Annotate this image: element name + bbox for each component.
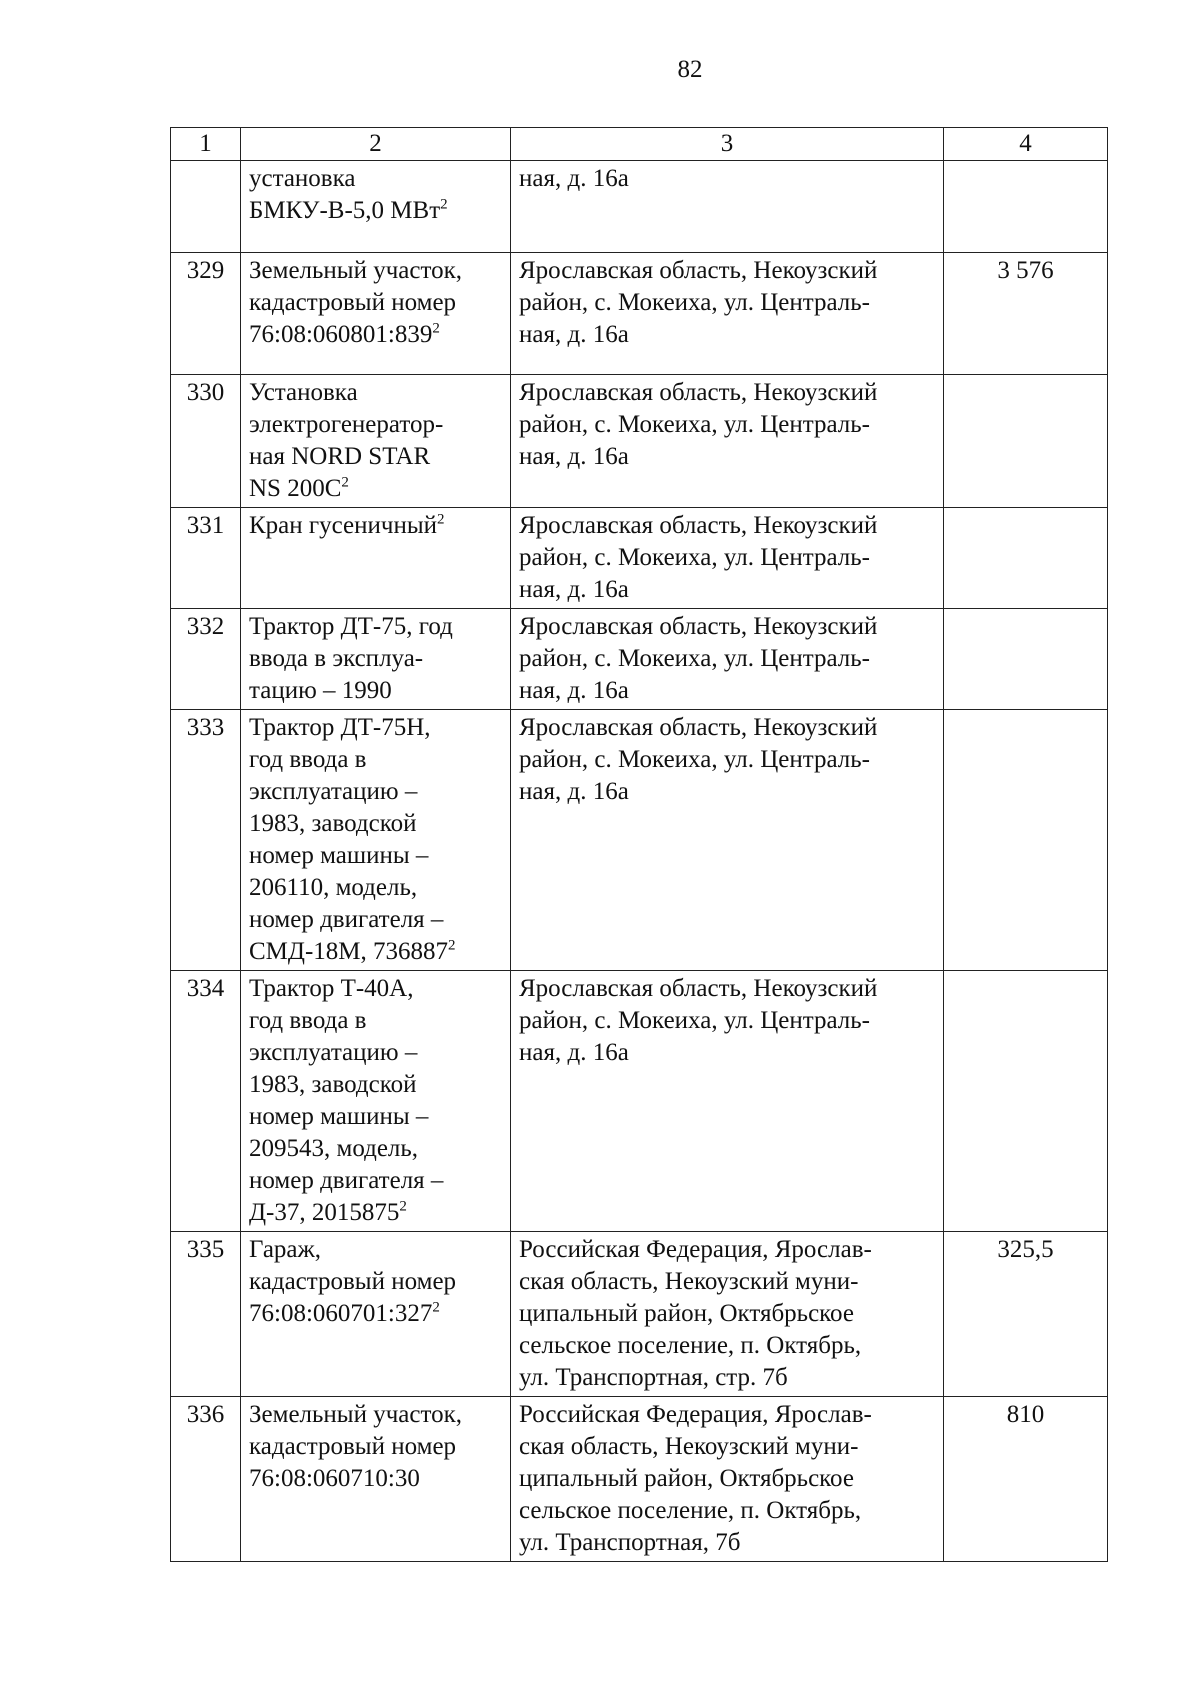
item-name-line <box>249 643 502 675</box>
address-line: ул. Транспортная, стр. 7б <box>519 1364 788 1391</box>
item-name-line <box>249 1165 502 1197</box>
address-line: ципальный район, Октябрьское <box>519 1465 854 1492</box>
address-line: Ярославская область, Некоузский <box>519 714 878 741</box>
table-row <box>171 1397 1108 1562</box>
address-line: ная, д. 16а <box>519 1039 629 1066</box>
footnote-marker: 2 <box>399 1198 407 1215</box>
item-name-cell <box>241 971 511 1232</box>
address-line: Ярославская область, Некоузский <box>519 975 878 1002</box>
item-name-line <box>249 1266 502 1298</box>
item-name-cell <box>241 375 511 508</box>
item-name-line <box>249 872 502 904</box>
address-line: Российская Федерация, Ярослав- <box>519 1236 872 1263</box>
item-name-line <box>249 287 502 319</box>
address-line: ул. Транспортная, 7б <box>519 1529 741 1556</box>
item-name-text: 76:08:060710:30 <box>249 1465 420 1492</box>
address-cell <box>511 710 944 971</box>
item-name-text: номер двигателя – <box>249 1167 444 1194</box>
address-line: район, с. Мокеиха, ул. Централь- <box>519 544 870 571</box>
area-cell <box>944 710 1108 971</box>
address-line: Российская Федерация, Ярослав- <box>519 1401 872 1428</box>
item-name-text: Трактор ДТ-75Н, <box>249 714 431 741</box>
table-row <box>171 710 1108 971</box>
table-row <box>171 161 1108 253</box>
item-name-text: 206110, модель, <box>249 874 418 901</box>
item-name-cell <box>241 710 511 971</box>
item-name-line <box>249 409 502 441</box>
item-name-line <box>249 675 502 707</box>
item-name-text: 76:08:060801:839 <box>249 321 433 348</box>
item-name-text: номер машины – <box>249 1103 429 1130</box>
item-name-line <box>249 377 502 409</box>
property-table <box>170 127 1108 1562</box>
address-cell <box>511 1232 944 1397</box>
item-name-line <box>249 473 502 505</box>
table-row <box>171 375 1108 508</box>
item-name-line <box>249 195 502 227</box>
item-name-line <box>249 776 502 808</box>
page-number: 82 <box>677 56 703 83</box>
address-line: район, с. Мокеиха, ул. Централь- <box>519 1007 870 1034</box>
footnote-marker: 2 <box>448 937 456 954</box>
row-number: 334 <box>171 971 241 1232</box>
item-name-text: номер двигателя – <box>249 906 444 933</box>
item-name-cell <box>241 508 511 609</box>
row-number: 335 <box>171 1232 241 1397</box>
address-line: сельское поселение, п. Октябрь, <box>519 1332 862 1359</box>
table-body <box>171 128 1108 1562</box>
item-name-line <box>249 712 502 744</box>
area-cell <box>944 375 1108 508</box>
area-cell: 325,5 <box>944 1232 1108 1397</box>
item-name-text: кадастровый номер <box>249 1268 457 1295</box>
item-name-line <box>249 319 502 351</box>
address-line: ская область, Некоузский муни- <box>519 1433 859 1460</box>
item-name-text: Кран гусеничный <box>249 512 438 539</box>
row-number: 329 <box>171 253 241 375</box>
item-name-line <box>249 510 502 542</box>
item-name-line <box>249 1399 502 1431</box>
address-line: район, с. Мокеиха, ул. Централь- <box>519 289 870 316</box>
address-line: ная, д. 16а <box>519 576 629 603</box>
item-name-text: 1983, заводской <box>249 810 417 837</box>
item-name-cell <box>241 1397 511 1562</box>
item-name-line <box>249 1431 502 1463</box>
address-cell <box>511 609 944 710</box>
item-name-text: электрогенератор- <box>249 411 444 438</box>
item-name-cell <box>241 161 511 253</box>
column-header-4: 4 <box>944 128 1108 161</box>
address-line: район, с. Мокеиха, ул. Централь- <box>519 411 870 438</box>
area-cell <box>944 609 1108 710</box>
column-header-3: 3 <box>511 128 944 161</box>
item-name-text: БМКУ-В-5,0 МВт <box>249 197 441 224</box>
item-name-text: NS 200C <box>249 475 342 502</box>
row-number: 332 <box>171 609 241 710</box>
item-name-line <box>249 163 502 195</box>
item-name-text: Земельный участок, <box>249 1401 462 1428</box>
area-cell <box>944 508 1108 609</box>
item-name-text: ввода в эксплуа- <box>249 645 424 672</box>
item-name-text: СМД-18М, 736887 <box>249 938 449 965</box>
address-cell <box>511 253 944 375</box>
item-name-text: эксплуатацию – <box>249 1039 418 1066</box>
address-line: ная, д. 16а <box>519 778 629 805</box>
item-name-line <box>249 1069 502 1101</box>
item-name-line <box>249 1037 502 1069</box>
item-name-text: Установка <box>249 379 358 406</box>
address-cell <box>511 375 944 508</box>
item-name-cell <box>241 609 511 710</box>
item-name-line <box>249 1133 502 1165</box>
item-name-line <box>249 1463 502 1495</box>
footnote-marker: 2 <box>437 511 445 528</box>
item-name-line <box>249 1234 502 1266</box>
item-name-line <box>249 1197 502 1229</box>
address-line: Ярославская область, Некоузский <box>519 379 878 406</box>
column-number-row <box>171 128 1108 161</box>
item-name-text: номер машины – <box>249 842 429 869</box>
item-name-text: тацию – 1990 <box>249 677 392 704</box>
address-line: Ярославская область, Некоузский <box>519 257 878 284</box>
item-name-text: год ввода в <box>249 746 367 773</box>
item-name-line <box>249 808 502 840</box>
item-name-line <box>249 973 502 1005</box>
column-header-2: 2 <box>241 128 511 161</box>
row-number: 336 <box>171 1397 241 1562</box>
item-name-line <box>249 936 502 968</box>
footnote-marker: 2 <box>432 1299 440 1316</box>
item-name-text: 76:08:060701:327 <box>249 1300 433 1327</box>
footnote-marker: 2 <box>440 196 448 213</box>
item-name-line <box>249 904 502 936</box>
item-name-text: 1983, заводской <box>249 1071 417 1098</box>
item-name-line <box>249 255 502 287</box>
item-name-line <box>249 441 502 473</box>
table-row <box>171 609 1108 710</box>
item-name-text: 209543, модель, <box>249 1135 419 1162</box>
address-line: ципальный район, Октябрьское <box>519 1300 854 1327</box>
table-row <box>171 508 1108 609</box>
address-line: ная, д. 16а <box>519 677 629 704</box>
address-line: сельское поселение, п. Октябрь, <box>519 1497 862 1524</box>
column-header-1: 1 <box>171 128 241 161</box>
footnote-marker: 2 <box>341 474 349 491</box>
item-name-text: кадастровый номер <box>249 289 457 316</box>
item-name-text: Земельный участок, <box>249 257 462 284</box>
address-cell <box>511 971 944 1232</box>
address-line: ная, д. 16а <box>519 165 629 192</box>
item-name-line <box>249 1005 502 1037</box>
item-name-cell <box>241 1232 511 1397</box>
area-cell <box>944 971 1108 1232</box>
item-name-line <box>249 840 502 872</box>
item-name-line <box>249 1101 502 1133</box>
address-cell <box>511 508 944 609</box>
footnote-marker: 2 <box>432 320 440 337</box>
address-line: район, с. Мокеиха, ул. Централь- <box>519 746 870 773</box>
address-line: ная, д. 16а <box>519 321 629 348</box>
address-cell <box>511 1397 944 1562</box>
address-line: ная, д. 16а <box>519 443 629 470</box>
address-line: Ярославская область, Некоузский <box>519 512 878 539</box>
table-row <box>171 253 1108 375</box>
item-name-text: кадастровый номер <box>249 1433 457 1460</box>
item-name-text: ная NORD STAR <box>249 443 431 470</box>
item-name-text: Трактор ДТ-75, год <box>249 613 453 640</box>
table-row <box>171 971 1108 1232</box>
row-number: 333 <box>171 710 241 971</box>
item-name-line <box>249 744 502 776</box>
area-cell <box>944 161 1108 253</box>
address-line: Ярославская область, Некоузский <box>519 613 878 640</box>
table-row <box>171 1232 1108 1397</box>
item-name-cell <box>241 253 511 375</box>
row-number: 331 <box>171 508 241 609</box>
item-name-line <box>249 1298 502 1330</box>
item-name-text: год ввода в <box>249 1007 367 1034</box>
item-name-text: установка <box>249 165 356 192</box>
row-number <box>171 161 241 253</box>
row-number: 330 <box>171 375 241 508</box>
area-cell: 3 576 <box>944 253 1108 375</box>
area-cell: 810 <box>944 1397 1108 1562</box>
address-cell <box>511 161 944 253</box>
item-name-line <box>249 611 502 643</box>
item-name-text: Трактор Т-40А, <box>249 975 414 1002</box>
address-line: ская область, Некоузский муни- <box>519 1268 859 1295</box>
item-name-text: эксплуатацию – <box>249 778 418 805</box>
item-name-text: Д-37, 2015875 <box>249 1199 400 1226</box>
item-name-text: Гараж, <box>249 1236 322 1263</box>
address-line: район, с. Мокеиха, ул. Централь- <box>519 645 870 672</box>
